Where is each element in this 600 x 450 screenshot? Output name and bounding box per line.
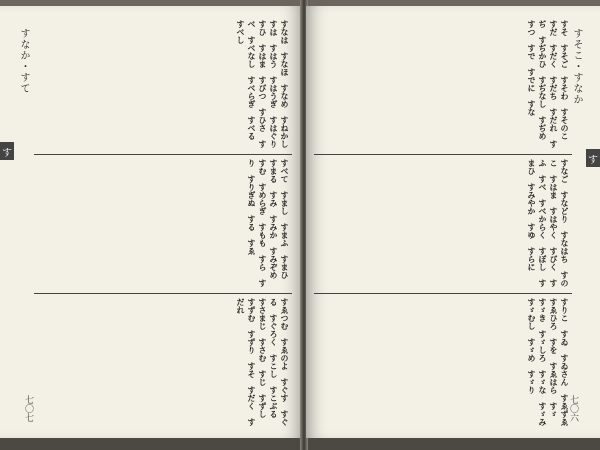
entry-headword: すじ [258, 370, 267, 386]
entry-headword: すだれ [549, 108, 558, 132]
entry-headword: すだ [549, 20, 558, 36]
entry-headword: すゞき [538, 298, 547, 322]
entry-headword: すぢ [538, 20, 558, 148]
entry-headword: すなめ [280, 84, 289, 108]
entry-headword: すそ [560, 20, 569, 36]
entry-headword: すぐる [269, 298, 289, 426]
entry-headword: すべからく [538, 199, 547, 239]
right-column-bottom [316, 298, 570, 433]
entry-headword: すらに [527, 247, 536, 271]
entry-headword: すゑつむ [280, 298, 289, 330]
entry-headword: すは [269, 20, 278, 36]
entry-headword: する [247, 215, 256, 231]
entry-headword: すな [527, 100, 536, 116]
entry-headword: すを [549, 338, 558, 354]
right-column-middle [316, 159, 570, 289]
entry-headword: すぼし [538, 247, 547, 271]
entry-headword: すずし [258, 394, 267, 418]
entry-headword: すだく [247, 386, 256, 410]
entry-headword: すべなし [247, 36, 256, 68]
entry-headword: すそご [560, 44, 569, 68]
entry-headword: すゞめ [527, 338, 536, 362]
entry-headword: すひさ [258, 108, 267, 132]
entry-headword: すまし [280, 191, 289, 215]
entry-headword: すだち [549, 76, 558, 100]
entry-headword: すなはち [560, 231, 569, 263]
entry-headword: すずむ [247, 298, 256, 322]
entry-headword: すなは [280, 20, 289, 44]
right-column-divider-1 [314, 154, 572, 155]
entry-headword: すゞむし [527, 298, 536, 330]
entry-headword: すはやく [549, 207, 558, 239]
entry-headword: すそわ [560, 76, 569, 100]
entry-headword: すだく [549, 44, 558, 68]
left-column-divider-2 [34, 293, 292, 294]
entry-headword: すびく [549, 247, 558, 271]
entry-headword: すべし [236, 20, 245, 44]
left-column-bottom [36, 298, 290, 433]
entry-headword: すまる [269, 159, 278, 183]
entry-headword: すはぐり [269, 116, 278, 148]
right-column-divider-2 [314, 293, 572, 294]
entry-headword: すゆ [527, 223, 536, 239]
left-page [0, 6, 302, 438]
entry-headword: すら [258, 255, 267, 271]
entry-headword: すで [527, 44, 536, 60]
entry-headword: すだれ [236, 298, 256, 426]
entry-headword: すむ [258, 159, 267, 175]
left-running-head: すなか・すて [18, 28, 29, 94]
entry-headword: すゐ [560, 330, 569, 346]
entry-headword: すなご [560, 159, 569, 183]
entry-headword: すぢめ [538, 116, 547, 140]
right-page-number: 七〇六 [568, 395, 578, 422]
entry-headword: すこぶる [269, 386, 278, 418]
entry-headword: すふ [538, 159, 558, 287]
entry-headword: すはう [269, 44, 278, 68]
entry-headword: すまひ [280, 255, 289, 279]
entry-headword: すひ [258, 20, 267, 36]
entry-headword: すぐろく [269, 314, 278, 346]
entry-headword: すびつ [258, 76, 267, 100]
entry-headword: すべ [247, 20, 267, 148]
entry-headword: すねかし [280, 116, 289, 148]
left-thumb-tab: す [0, 142, 14, 160]
entry-headword: すぢなし [538, 76, 547, 108]
entry-headword: すなほ [280, 52, 289, 76]
entry-headword: すでに [527, 68, 536, 92]
left-column-divider-1 [34, 154, 292, 155]
entry-headword: すはま [549, 175, 558, 199]
entry-headword: すつ [527, 20, 536, 36]
entry-headword: すゐさん [560, 354, 569, 386]
entry-headword: すそのこ [560, 108, 569, 140]
entry-headword: すこし [269, 354, 278, 378]
entry-headword: すそ [247, 362, 256, 378]
right-running-head: すそこ・すなか [571, 28, 582, 105]
left-column-top [36, 20, 290, 150]
entry-headword: すゑずゑ [560, 394, 569, 426]
entry-headword: すゑひろ [549, 298, 558, 330]
entry-headword: すりぎぬ [247, 175, 256, 207]
entry-headword: すべらぎ [247, 76, 256, 108]
entry-headword: すまふ [280, 223, 289, 247]
entry-headword: すまひ [527, 159, 547, 287]
entry-headword: すゑ [247, 239, 256, 255]
entry-headword: すなどり [560, 191, 569, 223]
entry-headword: すゞり [527, 370, 536, 394]
left-column-middle [36, 159, 290, 289]
entry-headword: すゞしろ [538, 330, 547, 362]
entry-headword: すさむ [258, 338, 267, 362]
entry-headword: すぐす [280, 378, 289, 402]
entry-headword: すべる [247, 116, 256, 140]
entry-headword: すみ [269, 191, 278, 207]
entry-headword: すり [247, 159, 267, 287]
entry-headword: すゞみ [538, 402, 547, 426]
entry-headword: すのこ [549, 159, 569, 287]
entry-headword: すみぞめ [269, 247, 278, 279]
entry-headword: すゑのよ [280, 338, 289, 370]
entry-headword: すずり [247, 330, 256, 354]
right-column-top [316, 20, 570, 150]
entry-headword: すぢかひ [538, 36, 547, 68]
entry-headword: すはうぎ [269, 76, 278, 108]
entry-headword: すゞ [549, 402, 558, 418]
entry-headword: すりこ [560, 298, 569, 322]
right-page [306, 6, 600, 438]
entry-headword: すみやか [527, 183, 536, 215]
entry-headword: すもも [258, 223, 267, 247]
entry-headword: すゑはら [549, 362, 558, 394]
entry-headword: すみか [269, 215, 278, 239]
left-page-number: 七〇七 [23, 395, 33, 422]
right-thumb-tab: す [586, 149, 600, 167]
entry-headword: すゞな [538, 370, 547, 394]
entry-headword: すめらぎ [258, 183, 267, 215]
entry-headword: すさまじ [258, 298, 267, 330]
entry-headword: すべ [538, 175, 547, 191]
entry-headword: すべて [280, 159, 289, 183]
entry-headword: すはま [258, 44, 267, 68]
